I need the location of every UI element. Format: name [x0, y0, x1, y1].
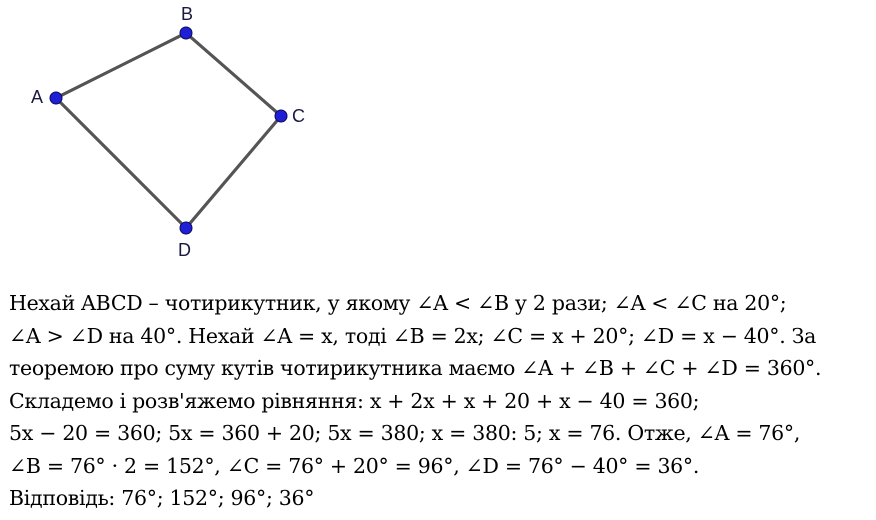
- solution-line-1: Нехай ABCD – чотирикутник, у якому ∠A < ∠B у 2 рази; ∠A < ∠C на 20°;: [9, 291, 787, 315]
- vertex-c-label: C: [292, 106, 305, 126]
- solution-text: [9, 287, 871, 515]
- solution-line-2: ∠A > ∠D на 40°. Нехай ∠A = x, тоді ∠B = 2x; ∠C = x + 20°; ∠D = x − 40°. За: [9, 323, 817, 348]
- solution-line-4: Складемо і розв'яжемо рівняння: x + 2x + x + 20 + x − 40 = 360;: [9, 388, 700, 413]
- side-cd: [186, 116, 281, 228]
- side-da: [56, 98, 186, 228]
- solution-line-6: ∠B = 76° · 2 = 152°, ∠C = 76° + 20° = 96°, ∠D = 76° − 40° = 36°.: [9, 453, 700, 478]
- vertex-a-label: A: [31, 87, 44, 107]
- vertex-c-point: [275, 110, 287, 122]
- vertex-b-label: B: [181, 4, 194, 24]
- vertex-a-point: [50, 92, 62, 104]
- solution-line-5: 5x − 20 = 360; 5x = 360 + 20; 5x = 380; x = 380: 5; x = 76. Отже, ∠A = 76°,: [9, 421, 801, 445]
- answer-line: Відповідь: 76°; 152°; 96°; 36°: [9, 486, 315, 510]
- side-bc: [186, 33, 281, 116]
- side-ab: [56, 33, 186, 98]
- vertex-d-point: [180, 222, 192, 234]
- solution-line-3: теоремою про суму кутів чотирикутника маємо ∠A + ∠B + ∠C + ∠D = 360°.: [9, 356, 822, 380]
- quadrilateral-figure: [0, 0, 340, 270]
- vertex-b-point: [180, 27, 192, 39]
- vertex-d-label: D: [178, 240, 191, 260]
